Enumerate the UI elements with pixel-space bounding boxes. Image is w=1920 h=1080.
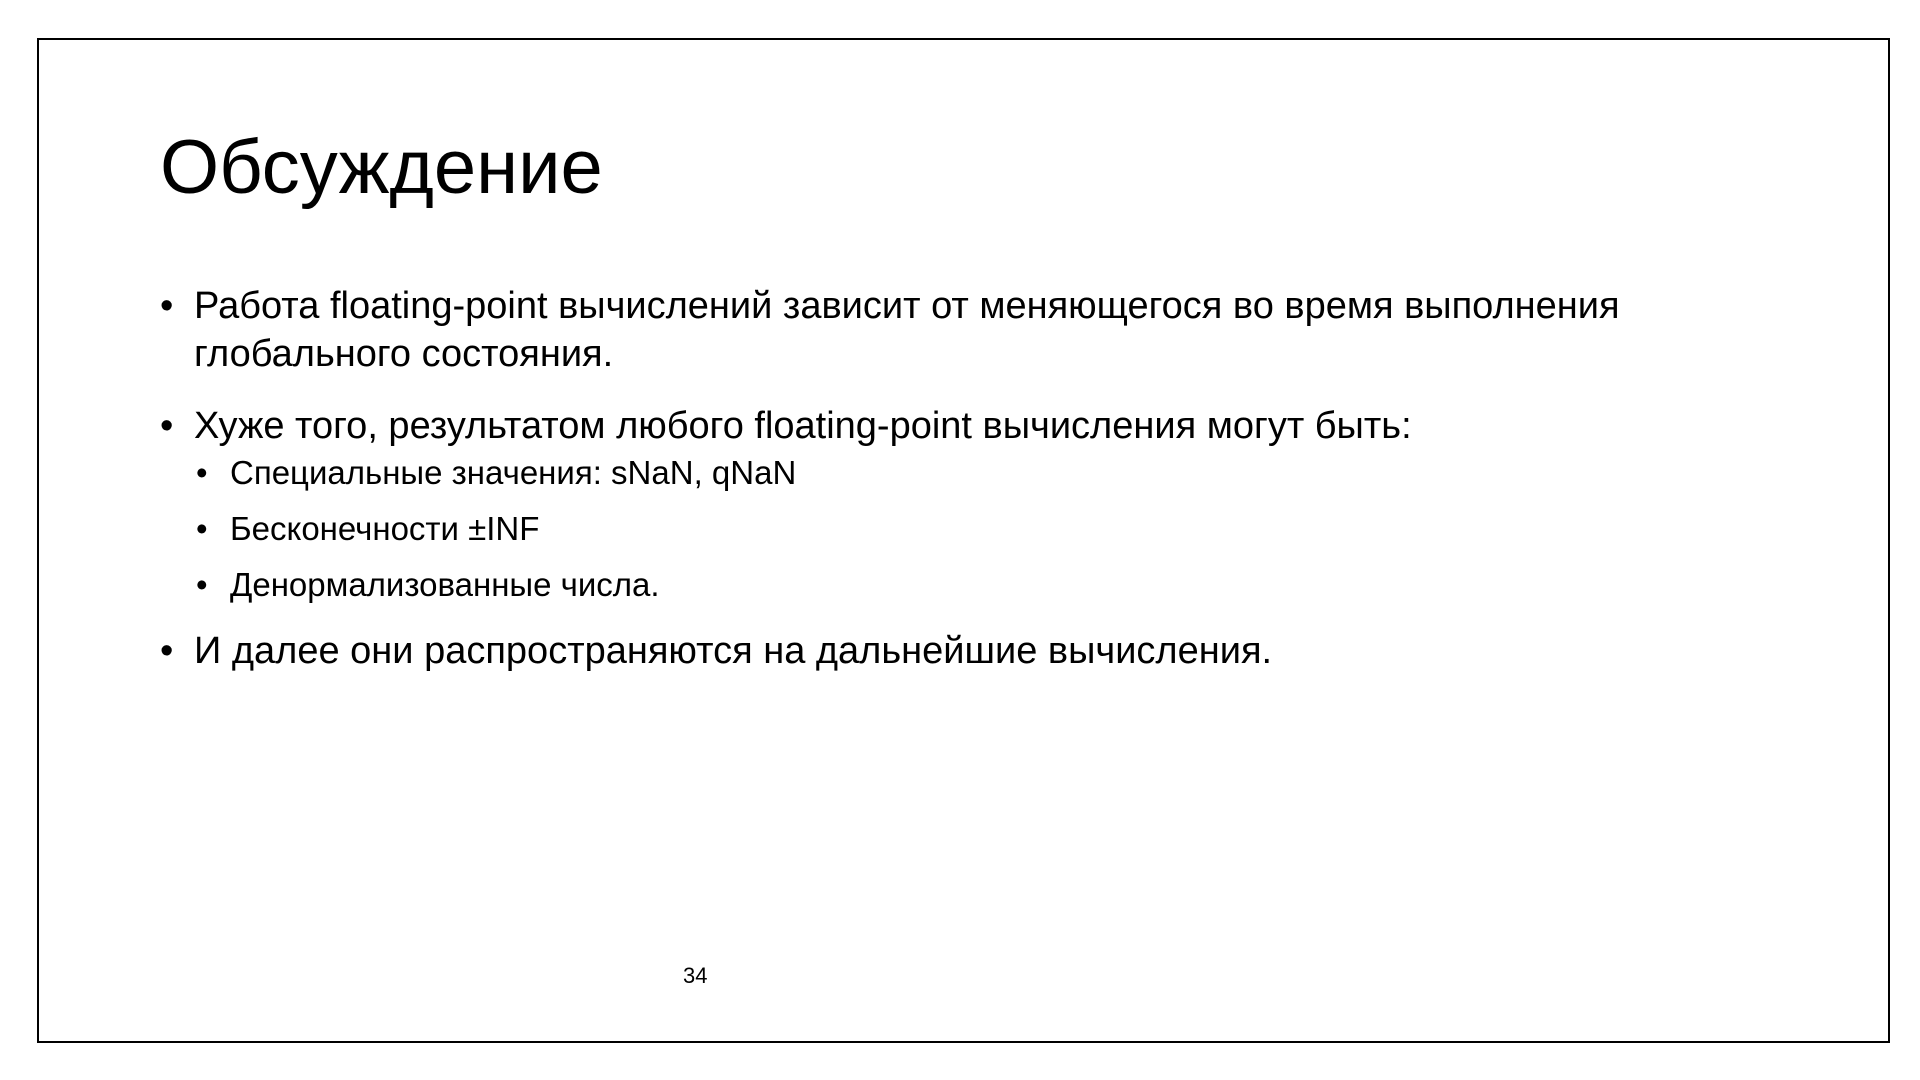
sub-bullet-list — [160, 450, 1720, 607]
bullet-marker: • — [160, 405, 174, 447]
sub-bullet-item — [160, 450, 1720, 495]
bullet-item — [160, 627, 1720, 675]
sub-bullet-marker: • — [196, 566, 208, 603]
sub-bullet-text: Бесконечности ±INF — [230, 510, 540, 547]
sub-bullet-text: Специальные значения: sNaN, qNaN — [230, 454, 797, 491]
bullet-marker: • — [160, 285, 174, 327]
sub-bullet-text: Денормализованные числа. — [230, 566, 660, 603]
sub-bullet-marker: • — [196, 454, 208, 491]
bullet-text: Работа floating-point вычислений зависит от меняющегося во время выполнения глобального состояния. — [194, 285, 1620, 375]
bullet-item — [160, 282, 1720, 378]
bullet-text: Хуже того, результатом любого floating-point вычисления могут быть: — [194, 405, 1412, 447]
bullet-item — [160, 402, 1720, 450]
sub-bullet-item — [160, 562, 1720, 607]
sub-bullet-marker: • — [196, 510, 208, 547]
sub-bullet-item — [160, 506, 1720, 551]
page-number: 34 — [683, 963, 708, 988]
bullet-marker: • — [160, 630, 174, 672]
slide-body — [160, 282, 1720, 675]
slide-title: Обсуждение — [160, 125, 603, 210]
bullet-text: И далее они распространяются на дальнейшие вычисления. — [194, 630, 1273, 672]
